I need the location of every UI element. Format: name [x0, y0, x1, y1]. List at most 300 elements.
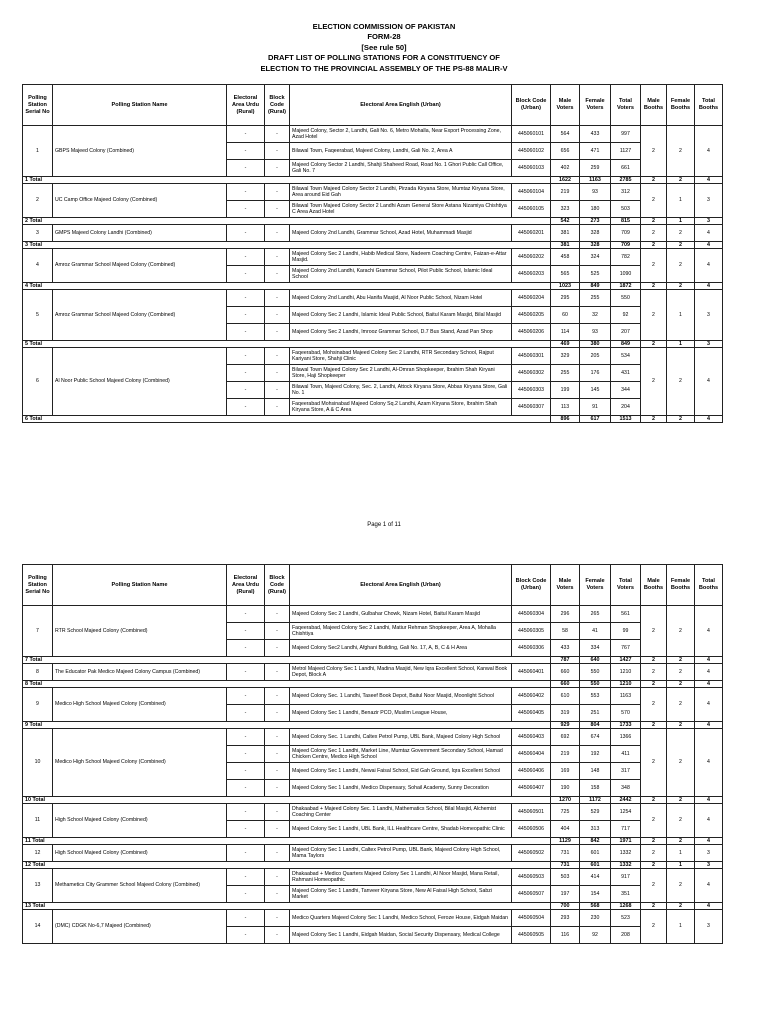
total-fb: 2 [667, 722, 695, 729]
electoral-area-urdu: - [227, 290, 265, 307]
female-voters: 176 [580, 365, 611, 382]
block-code-urban: 445060505 [512, 927, 551, 944]
female-voters: 553 [580, 688, 611, 705]
electoral-area-english: Majeed Colony Sec 1 Landhi, Market Line, Mumtaz Government Secondary School, Hamad Chicken Centre, Medico High School [290, 746, 512, 763]
electoral-area-urdu: - [227, 184, 265, 201]
total-voters: 312 [611, 184, 641, 201]
male-voters: 296 [551, 606, 580, 623]
electoral-area-urdu: - [227, 126, 265, 143]
male-voters: 660 [551, 664, 580, 681]
station-serial: 12 [23, 845, 53, 862]
total-label: 13 Total [23, 903, 551, 910]
station-total-row [23, 797, 723, 804]
total-label: 10 Total [23, 797, 551, 804]
electoral-area-english: Bilawal Town Majeed Colony Sector 2 Landhi Azam General Store Astana Nizamiya Chishtiya C Area Azad Hotel [290, 201, 512, 218]
male-voters: 219 [551, 746, 580, 763]
block-code-urban: 445060401 [512, 664, 551, 681]
male-booths: 2 [641, 348, 667, 416]
total-tb: 4 [695, 283, 723, 290]
table-row [23, 869, 723, 886]
total-fb: 2 [667, 416, 695, 423]
total-female: 1163 [580, 177, 611, 184]
block-code-urban: 445060203 [512, 266, 551, 283]
total-label: 5 Total [23, 341, 551, 348]
male-voters: 564 [551, 126, 580, 143]
male-voters: 402 [551, 160, 580, 177]
table-row [23, 804, 723, 821]
electoral-area-urdu: - [227, 688, 265, 705]
electoral-area-urdu: - [227, 640, 265, 657]
total-mb: 2 [641, 242, 667, 249]
female-voters: 433 [580, 126, 611, 143]
total-male: 1129 [551, 838, 580, 845]
total-voters: 1254 [611, 804, 641, 821]
column-header-tb: Total Booths [695, 85, 723, 126]
block-code-rural: - [265, 623, 290, 640]
station-name: Medico High School Majeed Colony (Combined) [53, 688, 227, 722]
electoral-area-urdu: - [227, 746, 265, 763]
block-code-urban: 445060503 [512, 869, 551, 886]
block-code-rural: - [265, 365, 290, 382]
female-voters: 41 [580, 623, 611, 640]
block-code-urban: 445060506 [512, 821, 551, 838]
station-serial: 8 [23, 664, 53, 681]
block-code-rural: - [265, 184, 290, 201]
total-voters: 99 [611, 623, 641, 640]
female-voters: 93 [580, 184, 611, 201]
station-name: Medico High School Majeed Colony (Combined) [53, 729, 227, 797]
electoral-area-english: Majeed Colony Sec 1 Landhi, Eidgah Maidan, Social Security Dispensary, Medical College [290, 927, 512, 944]
total-voters: 92 [611, 307, 641, 324]
electoral-area-urdu: - [227, 399, 265, 416]
total-female: 842 [580, 838, 611, 845]
table-row [23, 688, 723, 705]
block-code-urban: 445060502 [512, 845, 551, 862]
column-header-block: Block Code (Rural) [265, 565, 290, 606]
total-total: 1427 [611, 657, 641, 664]
total-voters: 709 [611, 225, 641, 242]
block-code-urban: 445060201 [512, 225, 551, 242]
station-total-row [23, 341, 723, 348]
female-booths: 2 [667, 729, 695, 797]
male-voters: 692 [551, 729, 580, 746]
block-code-urban: 445060402 [512, 688, 551, 705]
column-header-serial: Polling Station Serial No [23, 85, 53, 126]
station-serial: 13 [23, 869, 53, 903]
column-header-name: Polling Station Name [53, 565, 227, 606]
station-total-row [23, 722, 723, 729]
total-voters: 204 [611, 399, 641, 416]
male-voters: 731 [551, 845, 580, 862]
block-code-urban: 445060307 [512, 399, 551, 416]
block-code-rural: - [265, 201, 290, 218]
female-voters: 92 [580, 927, 611, 944]
total-voters: 1366 [611, 729, 641, 746]
female-voters: 192 [580, 746, 611, 763]
station-total-row [23, 242, 723, 249]
header-row [23, 565, 723, 606]
header-commission: ELECTION COMMISSION OF PAKISTAN [312, 22, 456, 31]
total-total: 1268 [611, 903, 641, 910]
male-voters: 255 [551, 365, 580, 382]
female-voters: 550 [580, 664, 611, 681]
total-total: 2785 [611, 177, 641, 184]
total-voters: 1163 [611, 688, 641, 705]
block-code-rural: - [265, 606, 290, 623]
total-label: 12 Total [23, 862, 551, 869]
female-voters: 158 [580, 780, 611, 797]
total-male: 1622 [551, 177, 580, 184]
electoral-area-english: Majeed Colony Sec 1 Landhi, Newai Faisal School, Eid Gah Ground, Iqra Excellent School [290, 763, 512, 780]
electoral-area-english: Majeed Colony Sec 2 Landhi, Gulbahar Chowk, Nizam Hotel, Baitul Karam Masjid [290, 606, 512, 623]
total-total: 1971 [611, 838, 641, 845]
male-voters: 190 [551, 780, 580, 797]
male-voters: 197 [551, 886, 580, 903]
female-voters: 154 [580, 886, 611, 903]
total-tb: 3 [695, 862, 723, 869]
female-booths: 1 [667, 910, 695, 944]
male-booths: 2 [641, 729, 667, 797]
total-tb: 4 [695, 722, 723, 729]
total-mb: 2 [641, 657, 667, 664]
total-mb: 2 [641, 341, 667, 348]
male-voters: 114 [551, 324, 580, 341]
block-code-rural: - [265, 763, 290, 780]
total-fb: 2 [667, 177, 695, 184]
female-voters: 230 [580, 910, 611, 927]
total-mb: 2 [641, 681, 667, 688]
column-header-serial: Polling Station Serial No [23, 565, 53, 606]
block-code-urban: 445060305 [512, 623, 551, 640]
electoral-area-english: Majeed Colony Sec 1 Landhi, UBL Bank, ILL Healthcare Centre, Shadab Homeopathic Clinic [290, 821, 512, 838]
column-header-male: Male Voters [551, 85, 580, 126]
electoral-area-english: Majeed Colony Sec 2 Landhi, Islamic Ideal Public School, Baitul Karam Masjid, Bilal Masjid [290, 307, 512, 324]
electoral-area-english: Majeed Colony Sec 1 Landhi, Benazir PCO, Muslim League House, [290, 705, 512, 722]
electoral-area-urdu: - [227, 886, 265, 903]
male-booths: 2 [641, 225, 667, 242]
station-total-row [23, 416, 723, 423]
female-voters: 471 [580, 143, 611, 160]
male-voters: 219 [551, 184, 580, 201]
station-total-row [23, 657, 723, 664]
total-female: 568 [580, 903, 611, 910]
table-row [23, 225, 723, 242]
male-voters: 199 [551, 382, 580, 399]
block-code-rural: - [265, 126, 290, 143]
total-label: 7 Total [23, 657, 551, 664]
column-header-mb: Male Booths [641, 85, 667, 126]
station-name: High School Majeed Colony (Combined) [53, 845, 227, 862]
block-code-urban: 445060303 [512, 382, 551, 399]
total-voters: 411 [611, 746, 641, 763]
total-tb: 3 [695, 341, 723, 348]
block-code-rural: - [265, 804, 290, 821]
electoral-area-urdu: - [227, 382, 265, 399]
table-row [23, 910, 723, 927]
total-tb: 4 [695, 177, 723, 184]
total-label: 3 Total [23, 242, 551, 249]
total-booths: 4 [695, 225, 723, 242]
column-header-fb: Female Booths [667, 565, 695, 606]
total-male: 896 [551, 416, 580, 423]
electoral-area-urdu: - [227, 821, 265, 838]
female-voters: 525 [580, 266, 611, 283]
total-booths: 3 [695, 290, 723, 341]
electoral-area-urdu: - [227, 729, 265, 746]
male-voters: 458 [551, 249, 580, 266]
block-code-urban: 445060202 [512, 249, 551, 266]
female-voters: 32 [580, 307, 611, 324]
column-header-female: Female Voters [580, 85, 611, 126]
male-booths: 2 [641, 184, 667, 218]
total-fb: 1 [667, 341, 695, 348]
total-voters: 661 [611, 160, 641, 177]
block-code-urban: 445060404 [512, 746, 551, 763]
female-booths: 1 [667, 184, 695, 218]
electoral-area-urdu: - [227, 307, 265, 324]
column-header-female: Female Voters [580, 565, 611, 606]
total-label: 1 Total [23, 177, 551, 184]
electoral-area-english: Majeed Colony Sec 2 Landhi, Imrooz Grammar School, D.7 Bus Stand, Azad Pan Shop [290, 324, 512, 341]
total-label: 8 Total [23, 681, 551, 688]
block-code-rural: - [265, 143, 290, 160]
total-mb: 2 [641, 722, 667, 729]
male-voters: 381 [551, 225, 580, 242]
female-voters: 255 [580, 290, 611, 307]
block-code-urban: 445060301 [512, 348, 551, 365]
total-total: 815 [611, 218, 641, 225]
total-voters: 348 [611, 780, 641, 797]
station-total-row [23, 862, 723, 869]
total-voters: 534 [611, 348, 641, 365]
total-voters: 208 [611, 927, 641, 944]
total-voters: 523 [611, 910, 641, 927]
total-tb: 4 [695, 681, 723, 688]
total-male: 1023 [551, 283, 580, 290]
total-tb: 4 [695, 797, 723, 804]
block-code-rural: - [265, 821, 290, 838]
station-name: The Educator Pak Medico Majeed Colony Campus (Combined) [53, 664, 227, 681]
total-voters: 1210 [611, 664, 641, 681]
total-booths: 4 [695, 804, 723, 838]
electoral-area-english: Bilawal Town Majeed Colony Sector 2 Landhi, Pirzada Kiryana Store, Mumtaz Kiryana Store, Area around Eid Gah [290, 184, 512, 201]
station-serial: 3 [23, 225, 53, 242]
table-row [23, 348, 723, 365]
total-booths: 4 [695, 126, 723, 177]
female-booths: 2 [667, 126, 695, 177]
electoral-area-urdu: - [227, 606, 265, 623]
station-name: (DMC) CDGK No-6,7 Majeed (Combined) [53, 910, 227, 944]
electoral-area-english: Bilawal Town, Faqeerabad, Majeed Colony, Landhi, Gali No. 2, Area A [290, 143, 512, 160]
total-total: 1210 [611, 681, 641, 688]
female-voters: 674 [580, 729, 611, 746]
electoral-area-urdu: - [227, 365, 265, 382]
block-code-urban: 445060406 [512, 763, 551, 780]
table-row [23, 184, 723, 201]
electoral-area-english: Faqeerabad Mohsinabad Majeed Colony Sq.2 Landhi, Azam Kiryana Store, Ibrahim Shah Kiryana Store, A & C Area [290, 399, 512, 416]
electoral-area-english: Majeed Colony 2nd Landhi, Grammar School, Azad Hotel, Muhammadi Masjid [290, 225, 512, 242]
column-header-english: Electoral Area English (Urban) [290, 85, 512, 126]
total-voters: 1332 [611, 845, 641, 862]
total-mb: 2 [641, 903, 667, 910]
female-voters: 180 [580, 201, 611, 218]
total-label: 2 Total [23, 218, 551, 225]
total-label: 6 Total [23, 416, 551, 423]
total-mb: 2 [641, 218, 667, 225]
total-total: 1733 [611, 722, 641, 729]
column-header-blockcode: Block Code (Urban) [512, 565, 551, 606]
table-row [23, 126, 723, 143]
block-code-rural: - [265, 307, 290, 324]
polling-stations-table [22, 564, 723, 944]
total-total: 849 [611, 341, 641, 348]
column-header-tb: Total Booths [695, 565, 723, 606]
table-row [23, 845, 723, 862]
block-code-rural: - [265, 249, 290, 266]
electoral-area-urdu: - [227, 160, 265, 177]
male-voters: 293 [551, 910, 580, 927]
male-voters: 656 [551, 143, 580, 160]
female-voters: 328 [580, 225, 611, 242]
total-voters: 317 [611, 763, 641, 780]
column-header-english: Electoral Area English (Urban) [290, 565, 512, 606]
table-row [23, 729, 723, 746]
female-voters: 205 [580, 348, 611, 365]
block-code-rural: - [265, 729, 290, 746]
block-code-rural: - [265, 910, 290, 927]
total-fb: 2 [667, 681, 695, 688]
station-serial: 6 [23, 348, 53, 416]
total-male: 381 [551, 242, 580, 249]
station-name: Amroz Grammar School Majeed Colony (Combined) [53, 249, 227, 283]
electoral-area-urdu: - [227, 348, 265, 365]
male-voters: 295 [551, 290, 580, 307]
block-code-urban: 445060104 [512, 184, 551, 201]
total-female: 550 [580, 681, 611, 688]
electoral-area-english: Majeed Colony Sec2 Landhi, Afghani Building, Gali No. 17, A, B, C & H Area [290, 640, 512, 657]
total-voters: 207 [611, 324, 641, 341]
total-mb: 2 [641, 283, 667, 290]
block-code-rural: - [265, 160, 290, 177]
block-code-rural: - [265, 324, 290, 341]
electoral-area-urdu: - [227, 869, 265, 886]
male-voters: 169 [551, 763, 580, 780]
total-female: 640 [580, 657, 611, 664]
female-voters: 601 [580, 845, 611, 862]
header-list-title: DRAFT LIST OF POLLING STATIONS FOR A CONSTITUENCY OF [268, 53, 500, 63]
block-code-rural: - [265, 705, 290, 722]
column-header-male: Male Voters [551, 565, 580, 606]
total-booths: 3 [695, 184, 723, 218]
electoral-area-urdu: - [227, 664, 265, 681]
block-code-rural: - [265, 869, 290, 886]
electoral-area-english: Majeed Colony Sec 2 Landhi, Habib Medical Store, Nadeem Coaching Centre, Faizan-e-Attar Masjid. [290, 249, 512, 266]
male-voters: 323 [551, 201, 580, 218]
station-serial: 4 [23, 249, 53, 283]
female-voters: 148 [580, 763, 611, 780]
male-booths: 2 [641, 126, 667, 177]
block-code-urban: 445060302 [512, 365, 551, 382]
electoral-area-english: Faqeerabad, Majeed Colony Sec 2 Landhi, Matiur Rehman Shopkeeper, Area A, Mohalla Chishtiya [290, 623, 512, 640]
column-header-urdu: Electoral Area Urdu (Rural) [227, 565, 265, 606]
total-fb: 2 [667, 283, 695, 290]
total-label: 11 Total [23, 838, 551, 845]
total-female: 601 [580, 862, 611, 869]
female-voters: 334 [580, 640, 611, 657]
block-code-rural: - [265, 688, 290, 705]
total-male: 700 [551, 903, 580, 910]
male-booths: 2 [641, 869, 667, 903]
block-code-urban: 445060304 [512, 606, 551, 623]
total-total: 1332 [611, 862, 641, 869]
total-voters: 503 [611, 201, 641, 218]
block-code-rural: - [265, 225, 290, 242]
total-male: 731 [551, 862, 580, 869]
page-number: Page 1 of 11 [367, 522, 401, 528]
total-tb: 3 [695, 218, 723, 225]
column-header-total: Total Voters [611, 565, 641, 606]
total-mb: 2 [641, 797, 667, 804]
male-booths: 2 [641, 290, 667, 341]
station-name: Methametics City Grammer School Majeed Colony (Combined) [53, 869, 227, 903]
total-voters: 570 [611, 705, 641, 722]
electoral-area-english: Majeed Colony, Sector 2, Landhi, Gali No. 6, Metro Mohalla, Near Export Processing Zone, Azad Hotel [290, 126, 512, 143]
block-code-rural: - [265, 780, 290, 797]
station-serial: 5 [23, 290, 53, 341]
station-name: GMPS Majeed Colony Landhi (Combined) [53, 225, 227, 242]
station-name: RTR School Majeed Colony (Combined) [53, 606, 227, 657]
header-rule: [See rule 50] [361, 42, 407, 52]
male-voters: 319 [551, 705, 580, 722]
column-header-total: Total Voters [611, 85, 641, 126]
block-code-urban: 445060205 [512, 307, 551, 324]
block-code-rural: - [265, 927, 290, 944]
block-code-urban: 445060407 [512, 780, 551, 797]
electoral-area-english: Majeed Colony 2nd Landhi, Abu Hanifa Masjid, Al Noor Public School, Nizam Hotel [290, 290, 512, 307]
male-voters: 116 [551, 927, 580, 944]
total-booths: 4 [695, 869, 723, 903]
female-booths: 2 [667, 606, 695, 657]
block-code-urban: 445060101 [512, 126, 551, 143]
station-serial: 10 [23, 729, 53, 797]
station-name: High School Majeed Colony (Combined) [53, 804, 227, 838]
header-form-number: FORM-28 [367, 32, 401, 42]
block-code-rural: - [265, 746, 290, 763]
electoral-area-english: Majeed Colony Sector 2 Landhi, Shahji Shaheed Road, Road No. 1 Ghori Public Call Office, Gali No. 7 [290, 160, 512, 177]
block-code-urban: 445060504 [512, 910, 551, 927]
electoral-area-urdu: - [227, 324, 265, 341]
electoral-area-urdu: - [227, 143, 265, 160]
electoral-area-english: Majeed Colony Sec 1 Landhi, Tanveer Kiryana Store, New Al Faisal High School, Sabzi Market [290, 886, 512, 903]
table-row [23, 290, 723, 307]
electoral-area-english: Majeed Colony 2nd Landhi, Karachi Grammar School, Pilot Public School, Islamic Ideal School [290, 266, 512, 283]
block-code-urban: 445060501 [512, 804, 551, 821]
station-serial: 9 [23, 688, 53, 722]
polling-stations-table [22, 84, 723, 423]
male-voters: 329 [551, 348, 580, 365]
male-voters: 404 [551, 821, 580, 838]
total-fb: 2 [667, 242, 695, 249]
electoral-area-urdu: - [227, 266, 265, 283]
female-voters: 251 [580, 705, 611, 722]
station-serial: 11 [23, 804, 53, 838]
electoral-area-english: Dhakaabad + Medico Quarters Majeed Colony Sec 1 Landhi, Al Noor Masjid, Mana Retail, Rahmani Homeopathic [290, 869, 512, 886]
station-serial: 14 [23, 910, 53, 944]
female-booths: 2 [667, 348, 695, 416]
male-voters: 113 [551, 399, 580, 416]
male-booths: 2 [641, 688, 667, 722]
total-male: 469 [551, 341, 580, 348]
